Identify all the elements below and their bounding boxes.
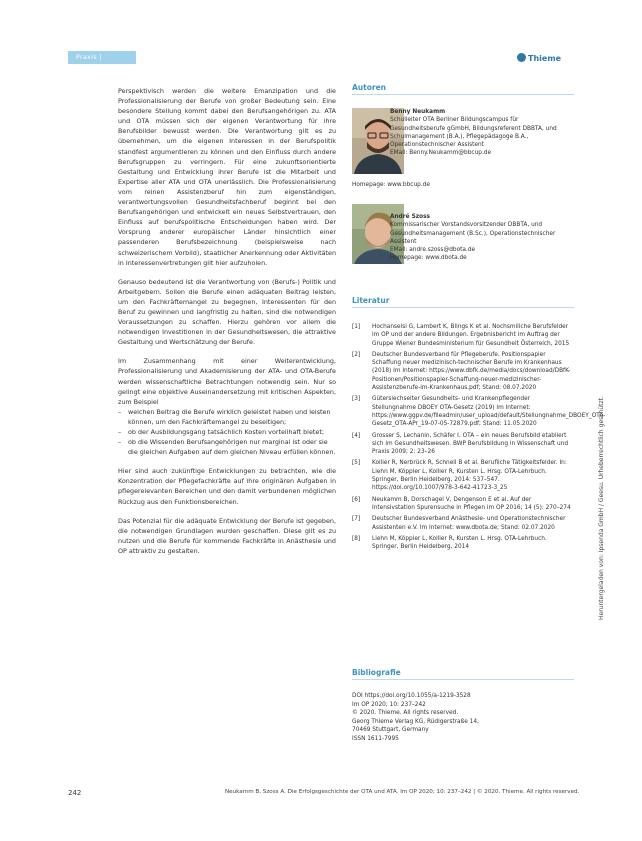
bibliography-block [352,692,574,744]
reference-item [352,351,574,392]
divider [352,679,574,680]
author-info-2 [390,213,570,263]
author-affiliation: Kommissarischer Vorstandsvorsitzender DBBTA, und Gesundheitsmanagement (B.Sc.), Operationstechnischer Assistent [390,222,556,245]
paragraph: Im Zusammenhang mit einer Weiterentwicklung, Professionalisierung und Akademisierung der ATA- und OTA-Berufe werden wissenschaftliche Betrachtungen notwendig sein. Nur so gelingt eine objektive Auseinandersetzung mit kritischen Aspekten, zum Beispiel [118,357,336,406]
reference-number: [5] [352,460,361,467]
list-item: – ob die Wissenden Berufsangehörigen nur marginal ist oder sie die gleichen Aufgaben auf dem gleichen Niveau erfüllen können. [126,437,336,457]
reference-item [352,515,574,532]
reference-text: Gütersiechseiter Gesundheits- und Krankenpflegender Stellungnahme DBOEY OTA-Gesetz (2019) Im Internet: https://www.ggpv.de/fileadmin/user_upload/default/Stellungnahme_DBOEY_OTA-Gesetz_OTA-APr_19-07-05-72879.pdf; Stand: 11.05.2020 [372,396,606,428]
author-affiliation: Schulleiter OTA Berliner Bildungscampus für Gesundheitsberufe gGmbH, Bildungsreferent DBBTA, und Schulmanagement (B.A.), Pflegepädagoge B.A., Operationstechnischer Assistent [390,117,557,149]
reference-text: Hochanselsi G, Lambert K, Blings K et al. Nochsmiliche Berufsfelder im OP und der andere Bildungen. Ergebnisbericht im Auftrag der Gruppe Wiener Bundesministerium für Gesundheit Österreich, 2015 [372,324,570,347]
section-tag: Praxis | Ausbildung [68,51,136,64]
author-homepage: Homepage: www.bbcup.de [352,182,430,188]
reference-number: [2] [352,351,361,358]
paragraph: Perspektivisch werden die weitere Emanzipation und die Professionalisierung der Berufe von großer Bedeutung sein. Eine besondere Stellung kommt dabei den Berufsangehörigen zu. ATA und OTA müssen sich der eigenen Verantwortung für ihre Berufsbilder bewusst werden. Die Verantwortung gilt es zu übernehmen, um die eigenen Interessen in der Berufspolitik standfest argumentieren zu können und den Einfluss durch andere Berufsgruppen zu verringern. Für eine zukunftsorientierte Gestaltung und Entwicklung ihrer Berufe ist die Mitarbeit und Expertise aller ATA und OTA unerlässlich. Die Professionalisierung vom reinen Assistenzberuf hin zum eigenständigen, verantwortungsvollen Gesundheitsfachberuf beginnt bei den Berufsangehörigen und entwickelt ein neues Selbstvertrauen, den Einfluss auf berufspolitische Entscheidungen haben wird. Der Vorsprung anderer europäischer Länder hinsichtlich einer passenderen Berufsbezeichnung (beispielsweise nach schweizerischem Vorbild), staatlicher Anerkennung oder Aktivitäten in Interessenvertretungen gilt hier aufzuholen. [118,87,336,267]
reference-number: [3] [352,396,361,403]
address-line: 70469 Stuttgart, Germany [352,727,429,734]
reference-number: [8] [352,535,361,542]
download-notice-text: Heruntergeladen von: Ipsenda GmbH / Geesu. Urheberrechtlich geschützt. [598,396,605,620]
paragraph: Genauso bedeutend ist die Verantwortung von (Berufs-) Politik und Arbeitgebern. Sollen die Berufe einen adäquaten Beitrag leisten, um den Fachkräftemangel zu begegnen, Interessenten für den Beruf zu gewinnen und langfristig zu halten, sind die notwendigen Voraussetzungen zu schaffen. Hierzu gehören vor allem die notwendigen Investitionen in der Gesundheitswesen, die attraktive Gestaltung und Wertschätzung der Berufe. [118,277,336,347]
paragraph: Das Potenzial für die adäquate Entwicklung der Berufe ist gegeben, die notwendigen Grundlagen wurden geschaffen. Diese gilt es zu nutzen und die Berufe für kommende Fachkräfte in Anästhesie und OP attraktiv zu gestalten. [118,516,336,555]
publisher-logo [517,53,561,63]
divider [352,307,574,308]
bullet-list [118,407,336,457]
main-text-column [118,86,336,565]
paragraph: Hier sind auch zukünftige Entwicklungen zu betrachten, wie die Konzentration der Pflegefachkräfte auf ihre originären Aufgaben in pflegerelevanten Bereichen und den damit verbundenen möglichen Rückzug aus den Funktionsbereichen. [118,467,336,506]
reference-text: Kollier R, Nerbrück R, Schnell B et al. Berufliche Tätigkeitsfelder. In: Liehn M, Köppler L, Kollier R, Kursten L. Hrsg. OTA-Lehrbuch. Springer, Berlin Heidelberg, 2014: 537–547. https://doi.org/10.1007/978-3-642-41723-3_25 [372,460,567,492]
author-name: Benny Neukamm [390,109,446,115]
author-info-1 [390,108,570,158]
download-notice [598,290,610,620]
bibliography-heading: Bibliografie [352,668,401,677]
footer-citation: Neukamm B, Szoss A. Die Erfolgsgeschichte der OTA und ATA. Im OP 2020; 10: 237–242 | © 2020. Thieme. All rights reserved. [225,789,580,795]
divider [352,94,574,95]
page-number: 242 [68,789,82,797]
logo-text: Thieme [528,54,562,63]
doi-line: DOI https://doi.org/10.1055/a-1219-3528 [352,693,471,699]
reference-text: Deutscher Bundesverband für Pflegeberufe. Positionspapier Schaffung neuer medizinisch-technischer Berufe im Krankenhaus (2018) Im Internet: https://www.dbfk.de/media/docs/download/DBfK-Positionen/Positionspapier-Schaffung-neuer-medizinischer-Assistenzberufe-im-Krankenhaus.pdf; Stand: 08.07.2020 [372,351,571,392]
reference-item [352,323,574,348]
issn-line: ISSN 1611-7995 [352,735,399,742]
list-item: – ob der Ausbildungsgang tatsächlich Kosten vorteilhaft bietet; [126,427,336,437]
reference-number: [4] [352,432,361,439]
reference-text: Liehn M, Köppler L, Kollier R, Kursten L. Hrsg. OTA-Lehrbuch. Springer, Berlin Heidelberg, 2014 [372,535,547,551]
reference-number: [7] [352,516,361,523]
reference-text: Grosser S, Lechanin, Schäfer I. OTA – ein neues Berufsbild etabliert sich im Gesundheitswesen. BWP Berufsbildung in Wissenschaft und Praxis 2009; 2: 23–26 [372,432,569,456]
reference-text: Deutscher Bundesverband Anästhesie- und Operationstechnischer Assistenten e.V. Im Internet: www.dbota.de; Stand: 02.07.2020 [372,516,566,531]
reference-item [352,395,606,428]
reference-text: Neukamm B, Dorschagel V, Dengenson E et al. Auf der Intensivstation Spurensuche in Pflegen im OP 2016; 14 (5): 270–274 [372,496,571,511]
publisher-line: Georg Thieme Verlag KG, Rüdigerstraße 14, [352,718,479,725]
citation-line: Im OP 2020; 10: 237–242 [352,701,426,708]
reference-item [352,496,574,513]
copyright-line: © 2020. Thieme. All rights reserved. [352,710,459,717]
reference-number: [1] [352,324,361,330]
author-email: EMail: andre.szoss@dbota.de [390,247,476,254]
list-item: – welchen Beitrag die Berufe wirklich geleistet haben und leisten können, um den Fachkräftemangel zu beseitigen; [126,407,336,427]
literature-heading: Literatur [352,296,390,305]
author-email: EMail: Benny.Neukamm@bbcup.de [390,150,492,157]
author-name: André Szoss [390,214,431,220]
author-homepage: Homepage: www.dbota.de [390,255,467,262]
reference-item [352,535,574,552]
reference-number: [6] [352,496,361,503]
thieme-logo-icon [517,53,526,62]
reference-item [352,459,574,492]
authors-heading: Autoren [352,83,387,92]
reference-item [352,432,574,457]
